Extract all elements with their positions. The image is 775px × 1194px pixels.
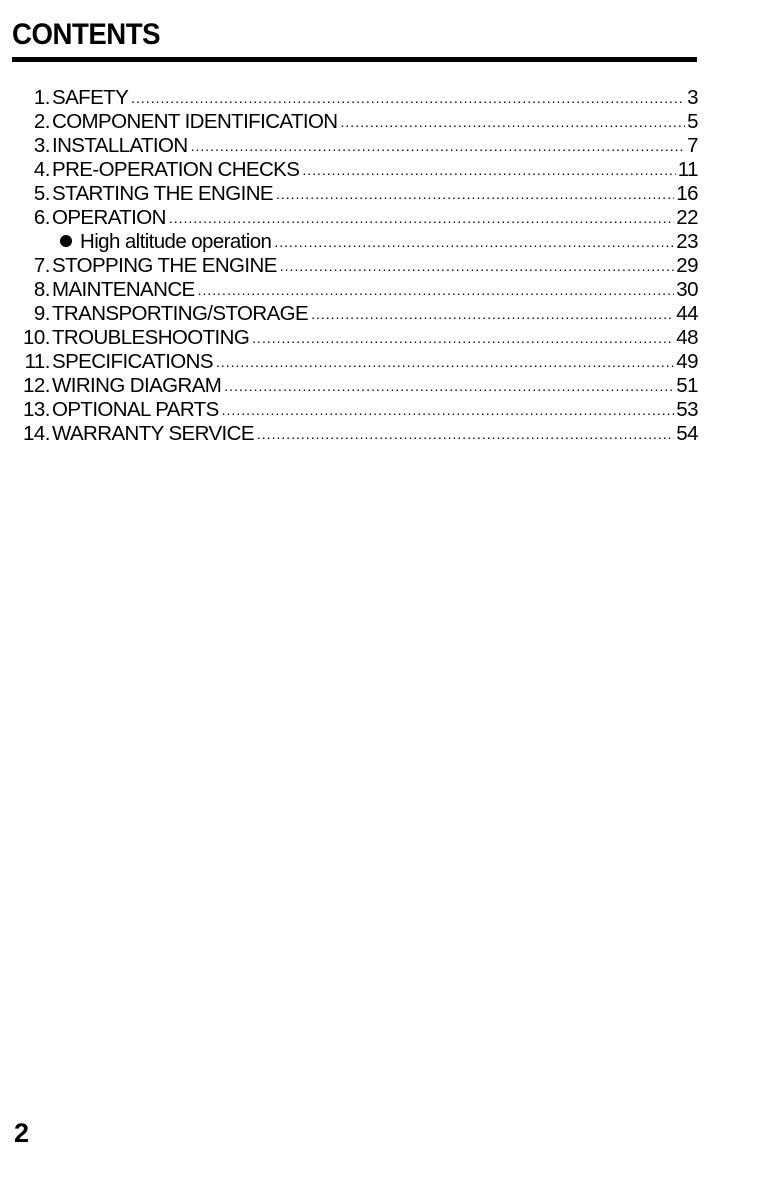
toc-dot-leader bbox=[302, 158, 675, 182]
toc-entry[interactable] bbox=[10, 326, 698, 350]
toc-entry[interactable] bbox=[10, 350, 698, 374]
toc-dot-leader bbox=[222, 398, 675, 422]
toc-dot-leader bbox=[252, 326, 674, 350]
toc-entry-page: 16 bbox=[676, 182, 698, 205]
toc-entry-label: OPERATION bbox=[52, 206, 166, 229]
toc-entry-label: OPTIONAL PARTS bbox=[52, 398, 219, 421]
toc-entry-label: WIRING DIAGRAM bbox=[52, 374, 222, 397]
toc-entry[interactable] bbox=[10, 398, 698, 422]
toc-entry[interactable] bbox=[10, 422, 698, 446]
toc-entry-number: 13. bbox=[23, 398, 50, 421]
toc-entry-label: High altitude operation bbox=[80, 230, 272, 253]
toc-entry-page: 7 bbox=[687, 134, 698, 157]
toc-entry-label: TROUBLESHOOTING bbox=[52, 326, 250, 349]
toc-entry-number: 11. bbox=[24, 350, 50, 373]
toc-entry-label: SPECIFICATIONS bbox=[52, 350, 213, 373]
toc-subentry[interactable] bbox=[10, 230, 698, 254]
toc-entry-page: 3 bbox=[687, 86, 698, 109]
toc-entry-page: 23 bbox=[676, 230, 698, 253]
toc-dot-leader bbox=[131, 86, 685, 110]
table-of-contents bbox=[10, 86, 698, 446]
toc-entry-number: 5. bbox=[33, 182, 50, 205]
toc-entry[interactable] bbox=[10, 374, 698, 398]
toc-dot-leader bbox=[280, 254, 674, 278]
toc-entry-label: TRANSPORTING/STORAGE bbox=[52, 302, 309, 325]
toc-dot-leader bbox=[276, 182, 674, 206]
toc-entry-page: 54 bbox=[676, 422, 698, 445]
page-number: 2 bbox=[14, 1118, 30, 1148]
title-rule bbox=[12, 57, 697, 62]
toc-entry[interactable] bbox=[10, 158, 698, 182]
toc-entry-page: 11 bbox=[677, 158, 698, 181]
toc-entry-page: 30 bbox=[676, 278, 698, 301]
toc-entry-label: STARTING THE ENGINE bbox=[52, 182, 273, 205]
toc-entry-label: COMPONENT IDENTIFICATION bbox=[52, 110, 338, 133]
toc-dot-leader bbox=[191, 134, 686, 158]
toc-dot-leader bbox=[274, 230, 674, 254]
toc-entry-number: 14. bbox=[23, 422, 50, 445]
toc-entry-label: SAFETY bbox=[52, 86, 129, 109]
toc-entry-page: 44 bbox=[676, 302, 698, 325]
toc-entry[interactable] bbox=[10, 182, 698, 206]
page-title: CONTENTS bbox=[12, 18, 161, 51]
toc-entry-number: 6. bbox=[33, 206, 50, 229]
toc-entry-number: 10. bbox=[23, 326, 50, 349]
toc-entry-label: WARRANTY SERVICE bbox=[52, 422, 254, 445]
toc-entry-page: 29 bbox=[676, 254, 698, 277]
toc-entry-label: INSTALLATION bbox=[52, 134, 188, 157]
toc-entry[interactable] bbox=[10, 278, 698, 302]
toc-entry-label: MAINTENANCE bbox=[52, 278, 195, 301]
toc-entry[interactable] bbox=[10, 302, 698, 326]
toc-entry-number: 9. bbox=[33, 302, 50, 325]
toc-dot-leader bbox=[216, 350, 674, 374]
toc-entry-page: 53 bbox=[676, 398, 698, 421]
toc-entry-number: 8. bbox=[33, 278, 50, 301]
toc-entry-number: 3. bbox=[33, 134, 50, 157]
toc-entry-page: 48 bbox=[676, 326, 698, 349]
toc-dot-leader bbox=[311, 302, 674, 326]
toc-entry-number: 2. bbox=[33, 110, 50, 133]
toc-entry-number: 1. bbox=[33, 86, 50, 109]
toc-entry-page: 5 bbox=[687, 110, 698, 133]
toc-dot-leader bbox=[341, 110, 686, 134]
toc-entry-page: 49 bbox=[676, 350, 698, 373]
toc-entry-number: 12. bbox=[23, 374, 50, 397]
toc-dot-leader bbox=[169, 206, 674, 230]
toc-entry[interactable] bbox=[10, 206, 698, 230]
toc-entry-label: STOPPING THE ENGINE bbox=[52, 254, 277, 277]
toc-entry-number: 4. bbox=[33, 158, 50, 181]
toc-dot-leader bbox=[224, 374, 674, 398]
bullet-icon bbox=[60, 235, 72, 247]
toc-entry[interactable] bbox=[10, 86, 698, 110]
toc-entry-page: 51 bbox=[676, 374, 698, 397]
toc-entry-number: 7. bbox=[33, 254, 50, 277]
toc-entry-page: 22 bbox=[676, 206, 698, 229]
toc-entry[interactable] bbox=[10, 134, 698, 158]
toc-entry[interactable] bbox=[10, 110, 698, 134]
toc-dot-leader bbox=[198, 278, 675, 302]
toc-dot-leader bbox=[257, 422, 674, 446]
toc-entry-label: PRE-OPERATION CHECKS bbox=[52, 158, 300, 181]
toc-entry[interactable] bbox=[10, 254, 698, 278]
